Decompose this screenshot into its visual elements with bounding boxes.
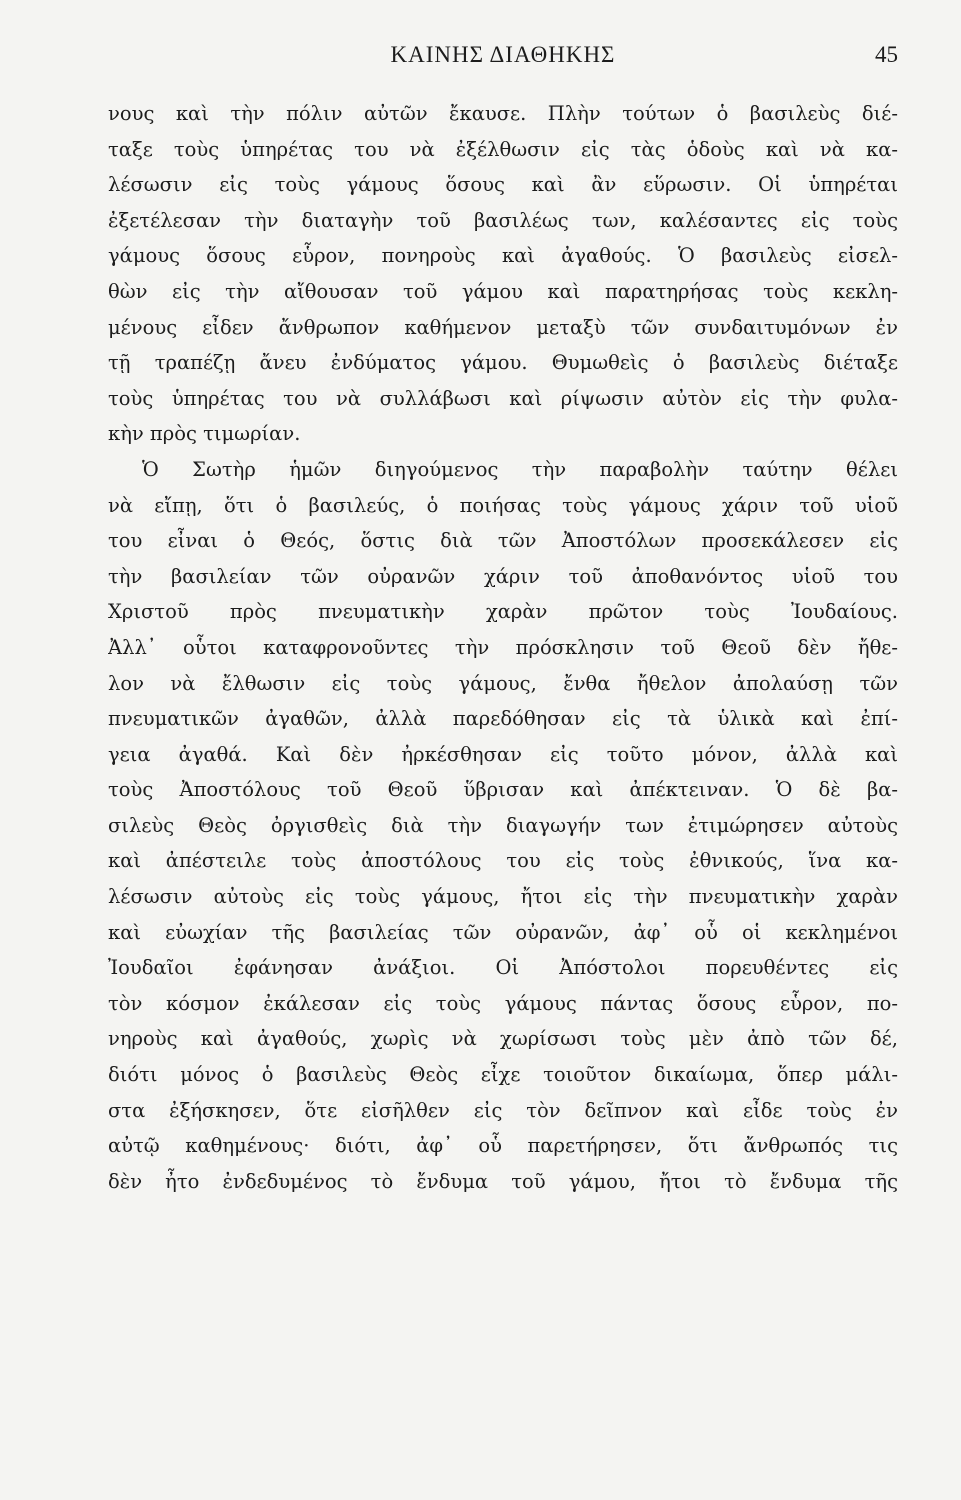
text-line: στα ἐξήσκησεν, ὅτε εἰσῆλθεν εἰς τὸν δεῖπνον καὶ εἶδε τοὺς ἐν bbox=[108, 1098, 898, 1122]
text-line: Χριστοῦ πρὸς πνευματικὴν χαρὰν πρῶτον τοὺς Ἰουδαίους. bbox=[108, 600, 898, 624]
text-line: ταξε τοὺς ὑπηρέτας του νὰ ἐξέλθωσιν εἰς τὰς ὁδοὺς καὶ νὰ κα- bbox=[108, 137, 898, 161]
text-line: γάμους ὅσους εὗρον, πονηροὺς καὶ ἀγαθούς. Ὁ βασιλεὺς εἰσελ- bbox=[108, 244, 898, 268]
text-line: τὸν κόσμον ἐκάλεσαν εἰς τοὺς γάμους πάντας ὅσους εὗρον, πο- bbox=[108, 991, 898, 1015]
text-line: καὶ ἀπέστειλε τοὺς ἀποστόλους του εἰς τοὺς ἐθνικούς, ἵνα κα- bbox=[108, 849, 898, 873]
text-line: του εἶναι ὁ Θεός, ὅστις διὰ τῶν Ἀποστόλων προσεκάλεσεν εἰς bbox=[108, 529, 898, 553]
text-line: λον νὰ ἔλθωσιν εἰς τοὺς γάμους, ἔνθα ἤθελον ἀπολαύσῃ τῶν bbox=[108, 671, 898, 695]
text-line: κὴν πρὸς τιμωρίαν. bbox=[108, 422, 301, 446]
text-line: διότι μόνος ὁ βασιλεὺς Θεὸς εἶχε τοιοῦτον δικαίωμα, ὅπερ μάλι- bbox=[108, 1063, 898, 1087]
running-title: ΚΑΙΝΗΣ ΔΙΑΘΗΚΗΣ bbox=[390, 42, 616, 67]
text-line: Ἀλλ᾽ οὗτοι καταφρονοῦντες τὴν πρόσκλησιν τοῦ Θεοῦ δὲν ἤθε- bbox=[108, 635, 898, 659]
text-line: δὲν ἦτο ἐνδεδυμένος τὸ ἔνδυμα τοῦ γάμου, ἤτοι τὸ ἔνδυμα τῆς bbox=[108, 1169, 898, 1193]
text-line: λέσωσιν εἰς τοὺς γάμους ὅσους καὶ ἂν εὕρωσιν. Οἱ ὑπηρέται bbox=[108, 173, 898, 197]
text-line: μένους εἶδεν ἄνθρωπον καθήμενον μεταξὺ τῶν συνδαιτυμόνων ἐν bbox=[108, 315, 898, 339]
text-line: αὐτῷ καθημένους· διότι, ἀφ᾽ οὗ παρετήρησεν, ὅτι ἄνθρωπός τις bbox=[108, 1134, 898, 1158]
text-line: πνευματικῶν ἀγαθῶν, ἀλλὰ παρεδόθησαν εἰς τὰ ὑλικὰ καὶ ἐπί- bbox=[108, 707, 898, 731]
text-line: τῇ τραπέζῃ ἄνευ ἐνδύματος γάμου. Θυμωθεὶς ὁ βασιλεὺς διέταξε bbox=[108, 351, 898, 375]
text-line: νηροὺς καὶ ἀγαθούς, χωρὶς νὰ χωρίσωσι τοὺς μὲν ἀπὸ τῶν δέ, bbox=[108, 1027, 898, 1051]
text-line: γεια ἀγαθά. Καὶ δὲν ἠρκέσθησαν εἰς τοῦτο μόνον, ἀλλὰ καὶ bbox=[108, 742, 898, 766]
page-number: 45 bbox=[875, 42, 898, 67]
text-line: τοὺς ὑπηρέτας του νὰ συλλάβωσι καὶ ρίψωσιν αὐτὸν εἰς τὴν φυλα- bbox=[108, 386, 898, 410]
text-line: τοὺς Ἀποστόλους τοῦ Θεοῦ ὕβρισαν καὶ ἀπέκτειναν. Ὁ δὲ βα- bbox=[108, 778, 898, 802]
text-line: νους καὶ τὴν πόλιν αὐτῶν ἔκαυσε. Πλὴν τούτων ὁ βασιλεὺς διέ- bbox=[108, 102, 898, 125]
text-line: νὰ εἴπῃ, ὅτι ὁ βασιλεύς, ὁ ποιήσας τοὺς γάμους χάριν τοῦ υἱοῦ bbox=[108, 493, 898, 517]
text-line: λέσωσιν αὐτοὺς εἰς τοὺς γάμους, ἤτοι εἰς τὴν πνευματικὴν χαρὰν bbox=[108, 885, 898, 909]
body-text bbox=[108, 96, 898, 1199]
text-line: θὼν εἰς τὴν αἴθουσαν τοῦ γάμου καὶ παρατηρήσας τοὺς κεκλη- bbox=[108, 279, 898, 303]
text-line: Ἰουδαῖοι ἐφάνησαν ἀνάξιοι. Οἱ Ἀπόστολοι πορευθέντες εἰς bbox=[108, 956, 898, 980]
text-line: καὶ εὐωχίαν τῆς βασιλείας τῶν οὐρανῶν, ἀφ᾽ οὗ οἱ κεκλημένοι bbox=[108, 920, 898, 944]
page-header bbox=[108, 42, 898, 78]
text-line: τὴν βασιλείαν τῶν οὐρανῶν χάριν τοῦ ἀποθανόντος υἱοῦ του bbox=[108, 564, 898, 588]
text-line: σιλεὺς Θεὸς ὀργισθεὶς διὰ τὴν διαγωγήν των ἐτιμώρησεν αὐτοὺς bbox=[108, 813, 898, 837]
paragraph-start-line: Ὁ Σωτὴρ ἡμῶν διηγούμενος τὴν παραβολὴν ταύτην θέλει bbox=[142, 457, 898, 481]
text-line: ἐξετέλεσαν τὴν διαταγὴν τοῦ βασιλέως των, καλέσαντες εἰς τοὺς bbox=[108, 208, 898, 232]
